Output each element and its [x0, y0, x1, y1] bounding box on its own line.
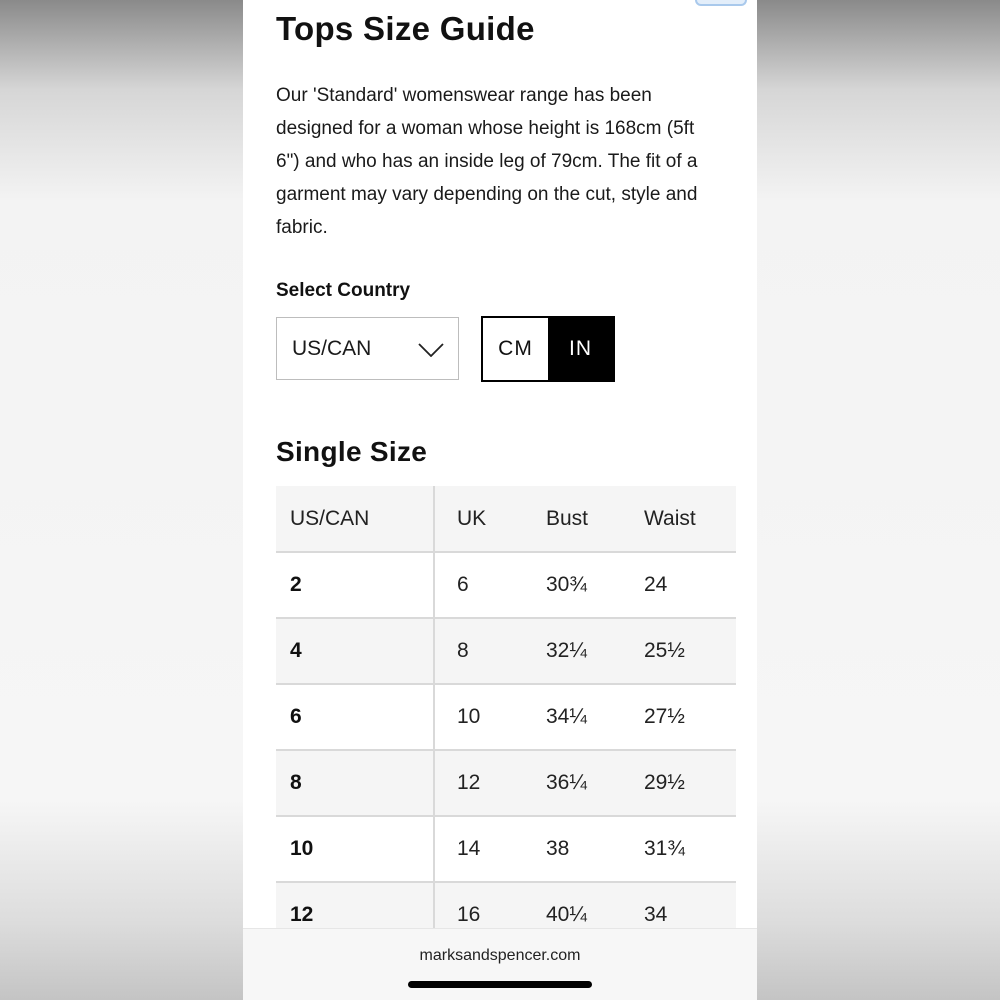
- country-select-value: US/CAN: [292, 336, 372, 360]
- cell-bust: 32¼: [532, 618, 630, 684]
- size-table: [276, 486, 736, 949]
- table-row: [276, 618, 736, 684]
- single-size-heading: Single Size: [276, 436, 428, 467]
- cell-waist: 29½: [630, 750, 736, 816]
- cell-bust: 30¾: [532, 552, 630, 618]
- cell-us-can: 2: [276, 552, 434, 618]
- cell-waist: 34: [630, 882, 736, 948]
- cell-bust: 34¼: [532, 684, 630, 750]
- cell-uk: 12: [434, 750, 532, 816]
- cell-us-can: 6: [276, 684, 434, 750]
- table-row: [276, 552, 736, 618]
- cell-bust: 40¼: [532, 882, 630, 948]
- cell-uk: 14: [434, 816, 532, 882]
- page-title: Tops Size Guide: [276, 10, 535, 47]
- table-row: [276, 816, 736, 882]
- cell-waist: 25½: [630, 618, 736, 684]
- header-us-can: US/CAN: [276, 486, 434, 552]
- table-header-row: [276, 486, 736, 552]
- cell-bust: 36¼: [532, 750, 630, 816]
- cell-waist: 27½: [630, 684, 736, 750]
- cell-uk: 6: [434, 552, 532, 618]
- cell-uk: 10: [434, 684, 532, 750]
- cell-us-can: 8: [276, 750, 434, 816]
- unit-cm-button[interactable]: CM: [483, 318, 548, 380]
- table-row: [276, 750, 736, 816]
- cell-us-can: 12: [276, 882, 434, 948]
- unit-toggle: [481, 316, 615, 382]
- cell-waist: 31¾: [630, 816, 736, 882]
- cell-waist: 24: [630, 552, 736, 618]
- unit-in-button[interactable]: IN: [548, 318, 613, 380]
- phone-screen: [243, 0, 757, 1000]
- browser-footer: [243, 928, 757, 1000]
- table-row: [276, 684, 736, 750]
- close-button-edge[interactable]: [695, 0, 747, 6]
- select-country-label: Select Country: [276, 280, 411, 301]
- country-select[interactable]: [276, 317, 459, 380]
- header-bust: Bust: [532, 486, 630, 552]
- cell-bust: 38: [532, 816, 630, 882]
- header-uk: UK: [434, 486, 532, 552]
- header-waist: Waist: [630, 486, 736, 552]
- footer-url[interactable]: marksandspencer.com: [419, 947, 581, 964]
- cell-uk: 16: [434, 882, 532, 948]
- cell-uk: 8: [434, 618, 532, 684]
- cell-us-can: 10: [276, 816, 434, 882]
- home-indicator[interactable]: [408, 981, 592, 988]
- cell-us-can: 4: [276, 618, 434, 684]
- chevron-down-icon: [418, 343, 444, 357]
- intro-text: Our 'Standard' womenswear range has been designed for a woman whose height is 168cm (5ft 6") and who has an inside leg of 79cm. The fit of a garment may vary depending on the cut, style and fabric.: [276, 85, 698, 238]
